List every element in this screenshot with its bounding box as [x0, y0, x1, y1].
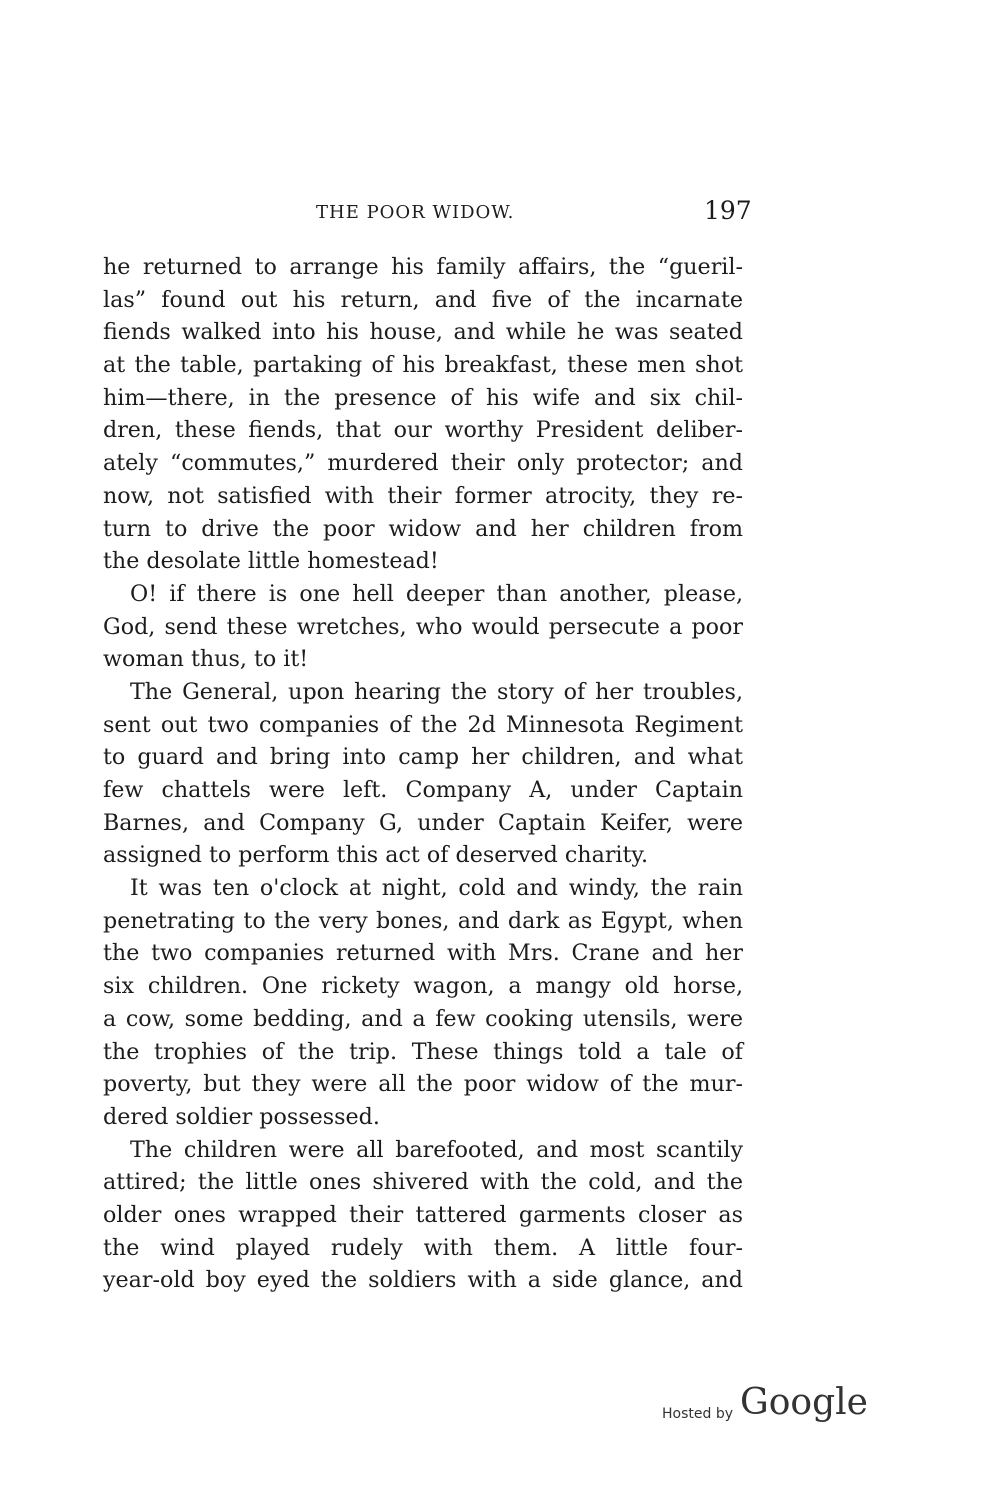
text-line: dren, these fiends, that our worthy President deliber-: [103, 417, 743, 444]
text-line: poverty, but they were all the poor widow of the mur-: [103, 1071, 743, 1098]
page-number: 197: [704, 196, 752, 225]
text-line: It was ten o'clock at night, cold and windy, the rain: [130, 875, 743, 902]
text-line: penetrating to the very bones, and dark as Egypt, when: [103, 907, 743, 934]
hosted-by-google-watermark: [662, 1382, 867, 1430]
text-line: sent out two companies of the 2d Minnesota Regiment: [103, 711, 743, 738]
text-line: now, not satisfied with their former atrocity, they re-: [103, 482, 743, 509]
text-line: the wind played rudely with them. A little four-: [103, 1234, 743, 1261]
text-line: God, send these wretches, who would persecute a poor: [103, 613, 743, 640]
text-line: he returned to arrange his family affairs, the “gueril-: [103, 254, 743, 280]
text-line: The General, upon hearing the story of her troubles,: [130, 678, 743, 705]
text-line: year-old boy eyed the soldiers with a side glance, and: [103, 1267, 743, 1294]
text-line: assigned to perform this act of deserved charity.: [103, 842, 649, 869]
text-line: at the table, partaking of his breakfast, these men shot: [103, 352, 743, 379]
text-line: O! if there is one hell deeper than another, please,: [130, 580, 743, 607]
paragraph-3: [103, 676, 743, 872]
text-line: Barnes, and Company G, under Captain Keifer, were: [103, 809, 743, 836]
text-line: the two companies returned with Mrs. Crane and her: [103, 940, 743, 967]
text-line: woman thus, to it!: [103, 646, 309, 673]
text-line: few chattels were left. Company A, under Captain: [103, 777, 743, 803]
watermark-prefix: Hosted by: [662, 1406, 733, 1422]
text-line: older ones wrapped their tattered garments closer as: [103, 1201, 743, 1228]
google-logo: Google: [740, 1382, 868, 1423]
text-line: attired; the little ones shivered with the cold, and the: [103, 1169, 743, 1196]
text-line: fiends walked into his house, and while he was seated: [103, 319, 743, 346]
body-text: [103, 251, 743, 1297]
paragraph-2: [103, 578, 743, 676]
text-line: turn to drive the poor widow and her children from: [103, 515, 743, 542]
text-line: a cow, some bedding, and a few cooking utensils, were: [103, 1005, 743, 1032]
text-line: ately “commutes,” murdered their only protector; and: [103, 450, 743, 477]
running-title: THE POOR WIDOW.: [316, 202, 515, 223]
text-line: six children. One rickety wagon, a mangy old horse,: [103, 973, 743, 1000]
text-line: him—there, in the presence of his wife and six chil-: [103, 384, 743, 411]
text-line: dered soldier possessed.: [103, 1103, 380, 1130]
paragraph-1: [103, 251, 743, 578]
paragraph-5: [103, 1134, 743, 1297]
text-line: the trophies of the trip. These things told a tale of: [103, 1038, 743, 1065]
text-line: The children were all barefooted, and most scantily: [130, 1136, 743, 1163]
text-line: to guard and bring into camp her children, and what: [103, 744, 743, 771]
text-line: the desolate little homestead!: [103, 548, 439, 575]
paragraph-4: [103, 872, 743, 1134]
text-line: las” found out his return, and five of the incarnate: [103, 286, 743, 313]
